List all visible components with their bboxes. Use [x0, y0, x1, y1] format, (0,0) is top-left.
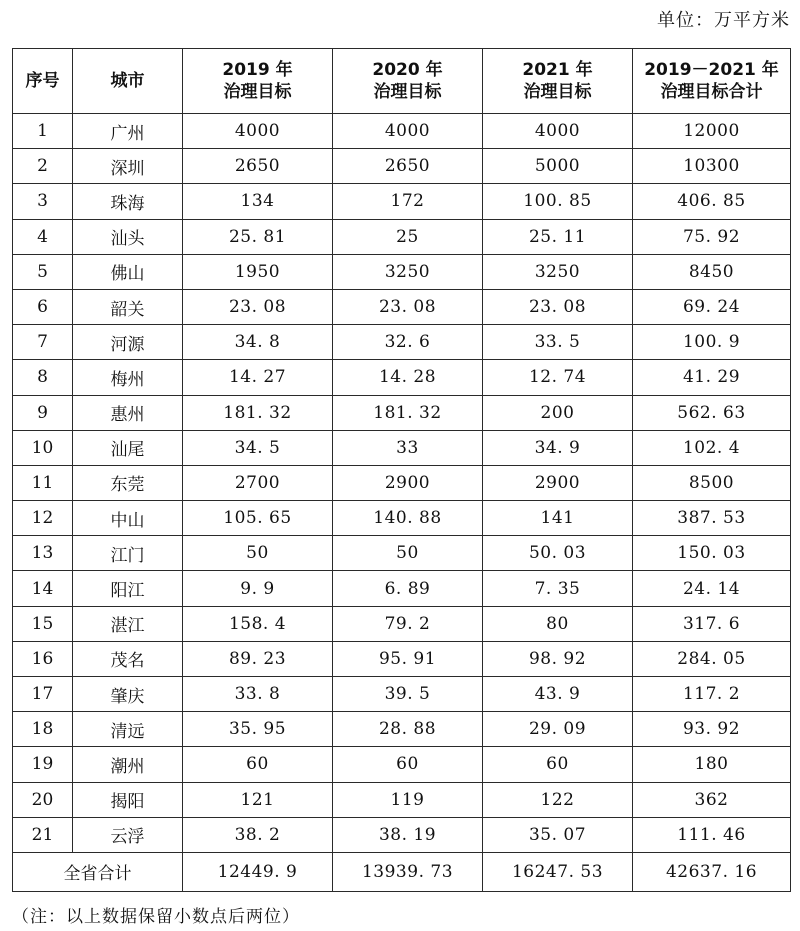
cell-no: 8 [13, 360, 73, 395]
cell-2020: 6. 89 [333, 571, 483, 606]
cell-2019: 121 [183, 782, 333, 817]
table-row [13, 360, 791, 395]
cell-city: 佛山 [73, 254, 183, 289]
cell-2019: 38. 2 [183, 817, 333, 852]
header-total-years: 2019－2021 年 [644, 60, 779, 80]
cell-2021: 3250 [483, 254, 633, 289]
footnote: （注：以上数据保留小数点后两位） [12, 907, 300, 927]
cell-no: 16 [13, 641, 73, 676]
total-all: 42637. 16 [633, 852, 791, 891]
cell-no: 2 [13, 149, 73, 184]
cell-2021: 33. 5 [483, 325, 633, 360]
header-2019-label: 治理目标 [223, 82, 292, 102]
header-2021 [483, 49, 633, 114]
unit-label: 单位：万平方米 [657, 10, 790, 31]
cell-2021: 4000 [483, 114, 633, 149]
table-row [13, 712, 791, 747]
table-row [13, 606, 791, 641]
cell-2020: 50 [333, 536, 483, 571]
cell-2019: 158. 4 [183, 606, 333, 641]
cell-total: 10300 [633, 149, 791, 184]
cell-2019: 4000 [183, 114, 333, 149]
header-2020 [333, 49, 483, 114]
cell-2020: 119 [333, 782, 483, 817]
cell-total: 406. 85 [633, 184, 791, 219]
cell-city: 河源 [73, 325, 183, 360]
cell-total: 180 [633, 747, 791, 782]
cell-2019: 2650 [183, 149, 333, 184]
cell-2021: 98. 92 [483, 641, 633, 676]
table-row [13, 325, 791, 360]
cell-total: 41. 29 [633, 360, 791, 395]
table-footer [13, 852, 791, 891]
cell-2021: 60 [483, 747, 633, 782]
cell-total: 111. 46 [633, 817, 791, 852]
cell-no: 21 [13, 817, 73, 852]
cell-city: 肇庆 [73, 677, 183, 712]
header-2019-year: 2019 年 [222, 60, 293, 80]
table-row [13, 571, 791, 606]
cell-2019: 181. 32 [183, 395, 333, 430]
cell-total: 284. 05 [633, 641, 791, 676]
cell-2020: 4000 [333, 114, 483, 149]
cell-2020: 140. 88 [333, 501, 483, 536]
cell-2020: 172 [333, 184, 483, 219]
cell-2019: 105. 65 [183, 501, 333, 536]
header-city: 城市 [73, 49, 183, 114]
cell-total: 362 [633, 782, 791, 817]
cell-no: 18 [13, 712, 73, 747]
table-body [13, 114, 791, 853]
header-2020-year: 2020 年 [372, 60, 443, 80]
cell-2019: 33. 8 [183, 677, 333, 712]
cell-2021: 100. 85 [483, 184, 633, 219]
cell-2021: 2900 [483, 465, 633, 500]
table-row [13, 184, 791, 219]
table-row [13, 430, 791, 465]
cell-city: 汕头 [73, 219, 183, 254]
cell-city: 珠海 [73, 184, 183, 219]
cell-total: 102. 4 [633, 430, 791, 465]
cell-no: 6 [13, 289, 73, 324]
cell-city: 湛江 [73, 606, 183, 641]
cell-no: 3 [13, 184, 73, 219]
header-no: 序号 [13, 49, 73, 114]
header-2020-label: 治理目标 [373, 82, 442, 102]
cell-2020: 33 [333, 430, 483, 465]
header-2021-label: 治理目标 [523, 82, 592, 102]
cell-2020: 2900 [333, 465, 483, 500]
total-row [13, 852, 791, 891]
cell-total: 562. 63 [633, 395, 791, 430]
cell-no: 19 [13, 747, 73, 782]
cell-2019: 14. 27 [183, 360, 333, 395]
cell-2021: 23. 08 [483, 289, 633, 324]
total-label: 全省合计 [13, 852, 183, 891]
cell-city: 中山 [73, 501, 183, 536]
cell-2021: 29. 09 [483, 712, 633, 747]
cell-total: 69. 24 [633, 289, 791, 324]
cell-city: 深圳 [73, 149, 183, 184]
cell-no: 15 [13, 606, 73, 641]
table-row [13, 219, 791, 254]
cell-city: 阳江 [73, 571, 183, 606]
cell-city: 广州 [73, 114, 183, 149]
cell-2019: 134 [183, 184, 333, 219]
cell-2019: 60 [183, 747, 333, 782]
cell-city: 江门 [73, 536, 183, 571]
cell-total: 8500 [633, 465, 791, 500]
total-2021: 16247. 53 [483, 852, 633, 891]
cell-no: 4 [13, 219, 73, 254]
cell-no: 11 [13, 465, 73, 500]
cell-no: 14 [13, 571, 73, 606]
table-row [13, 465, 791, 500]
cell-2021: 35. 07 [483, 817, 633, 852]
cell-no: 20 [13, 782, 73, 817]
cell-total: 150. 03 [633, 536, 791, 571]
cell-2020: 32. 6 [333, 325, 483, 360]
cell-total: 93. 92 [633, 712, 791, 747]
cell-2021: 12. 74 [483, 360, 633, 395]
table-row [13, 677, 791, 712]
cell-no: 9 [13, 395, 73, 430]
data-table [12, 48, 791, 892]
cell-no: 17 [13, 677, 73, 712]
cell-2019: 2700 [183, 465, 333, 500]
cell-2020: 181. 32 [333, 395, 483, 430]
cell-no: 13 [13, 536, 73, 571]
cell-2019: 34. 8 [183, 325, 333, 360]
cell-2020: 60 [333, 747, 483, 782]
cell-2021: 7. 35 [483, 571, 633, 606]
cell-2021: 50. 03 [483, 536, 633, 571]
cell-2021: 43. 9 [483, 677, 633, 712]
cell-city: 韶关 [73, 289, 183, 324]
cell-2021: 25. 11 [483, 219, 633, 254]
cell-total: 24. 14 [633, 571, 791, 606]
cell-2020: 25 [333, 219, 483, 254]
cell-2019: 25. 81 [183, 219, 333, 254]
cell-2021: 200 [483, 395, 633, 430]
cell-total: 100. 9 [633, 325, 791, 360]
cell-city: 汕尾 [73, 430, 183, 465]
cell-no: 12 [13, 501, 73, 536]
cell-no: 7 [13, 325, 73, 360]
cell-city: 惠州 [73, 395, 183, 430]
cell-2021: 5000 [483, 149, 633, 184]
table-row [13, 114, 791, 149]
cell-2019: 35. 95 [183, 712, 333, 747]
cell-2020: 23. 08 [333, 289, 483, 324]
cell-2019: 50 [183, 536, 333, 571]
cell-2021: 80 [483, 606, 633, 641]
cell-no: 10 [13, 430, 73, 465]
cell-2020: 14. 28 [333, 360, 483, 395]
table-row [13, 289, 791, 324]
cell-city: 云浮 [73, 817, 183, 852]
cell-2020: 39. 5 [333, 677, 483, 712]
total-2020: 13939. 73 [333, 852, 483, 891]
table-row [13, 536, 791, 571]
header-2019 [183, 49, 333, 114]
cell-city: 揭阳 [73, 782, 183, 817]
cell-city: 东莞 [73, 465, 183, 500]
cell-total: 8450 [633, 254, 791, 289]
cell-city: 茂名 [73, 641, 183, 676]
table-row [13, 782, 791, 817]
cell-2020: 95. 91 [333, 641, 483, 676]
table-row [13, 641, 791, 676]
table-row [13, 149, 791, 184]
cell-2021: 141 [483, 501, 633, 536]
table-header [13, 49, 791, 114]
cell-2021: 122 [483, 782, 633, 817]
total-2019: 12449. 9 [183, 852, 333, 891]
cell-2020: 38. 19 [333, 817, 483, 852]
cell-2020: 79. 2 [333, 606, 483, 641]
cell-2020: 3250 [333, 254, 483, 289]
cell-total: 75. 92 [633, 219, 791, 254]
header-total-label: 治理目标合计 [660, 82, 763, 102]
cell-total: 12000 [633, 114, 791, 149]
cell-total: 387. 53 [633, 501, 791, 536]
table-row [13, 395, 791, 430]
cell-no: 1 [13, 114, 73, 149]
cell-city: 清远 [73, 712, 183, 747]
cell-2019: 9. 9 [183, 571, 333, 606]
cell-2019: 34. 5 [183, 430, 333, 465]
cell-2020: 2650 [333, 149, 483, 184]
table-row [13, 747, 791, 782]
cell-no: 5 [13, 254, 73, 289]
header-2021-year: 2021 年 [522, 60, 593, 80]
table-row [13, 254, 791, 289]
cell-2019: 89. 23 [183, 641, 333, 676]
cell-total: 117. 2 [633, 677, 791, 712]
cell-2019: 23. 08 [183, 289, 333, 324]
table-row [13, 501, 791, 536]
cell-city: 潮州 [73, 747, 183, 782]
table-row [13, 817, 791, 852]
cell-2021: 34. 9 [483, 430, 633, 465]
header-total [633, 49, 791, 114]
cell-2019: 1950 [183, 254, 333, 289]
cell-2020: 28. 88 [333, 712, 483, 747]
cell-total: 317. 6 [633, 606, 791, 641]
cell-city: 梅州 [73, 360, 183, 395]
